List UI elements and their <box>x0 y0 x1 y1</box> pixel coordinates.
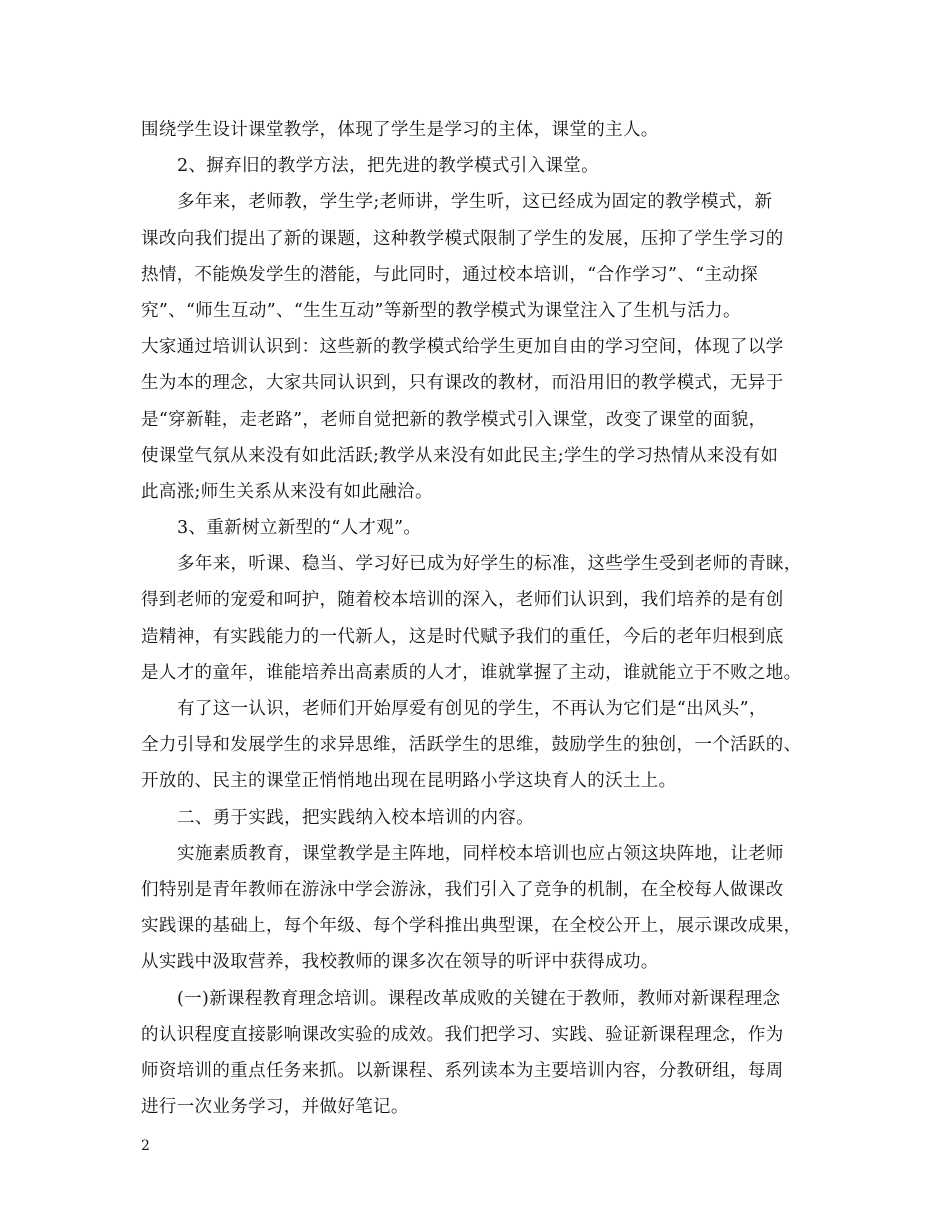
text-line: 得到老师的宠爱和呵护，随着校本培训的深入，老师们认识到，我们培养的是有创 <box>141 590 784 611</box>
text-line: 造精神，有实践能力的一代新人，这是时代赋予我们的重任，今后的老年归根到底 <box>141 626 784 647</box>
text-line: 此高涨;师生关系从来没有如此融洽。 <box>141 481 433 502</box>
text-line: 是“穿新鞋，走老路”，老师自觉把新的教学模式引入课堂，改变了课堂的面貌， <box>141 409 767 430</box>
text-line: 课改向我们提出了新的课题，这种教学模式限制了学生的发展，压抑了学生学习的 <box>141 228 784 249</box>
text-line: 实践课的基础上，每个年级、每个学科推出典型课，在全校公开上，展示课改成果， <box>141 916 802 937</box>
text-line: 使课堂气氛从来没有如此活跃;教学从来没有如此民主;学生的学习热情从来没有如 <box>141 445 779 466</box>
page-number: 2 <box>141 1138 150 1154</box>
text-line: 的认识程度直接影响课改实验的成效。我们把学习、实践、验证新课程理念，作为 <box>141 1024 784 1045</box>
text-line: 从实践中汲取营养，我校教师的课多次在领导的听评中获得成功。 <box>141 952 659 973</box>
text-line: 围绕学生设计课堂教学，体现了学生是学习的主体，课堂的主人。 <box>141 120 659 140</box>
text-line: 们特别是青年教师在游泳中学会游泳，我们引入了竞争的机制，在全校每人做课改 <box>141 879 784 900</box>
text-line: 热情，不能焕发学生的潜能，与此同时，通过校本培训，“合作学习”、“主动探 <box>141 264 758 285</box>
text-line: 生为本的理念，大家共同认识到，只有课改的教材，而沿用旧的教学模式，无异于 <box>141 373 784 394</box>
text-line: 师资培训的重点任务来抓。以新课程、系列读本为主要培训内容，分教研组，每周 <box>141 1060 784 1081</box>
text-line: 有了这一认识，老师们开始厚爱有创见的学生，不再认为它们是“出风头”， <box>177 699 767 719</box>
text-line: 多年来，听课、稳当、学习好已成为好学生的标准，这些学生受到老师的青睐， <box>177 554 802 575</box>
text-line: 3、重新树立新型的“人才观”。 <box>177 518 422 539</box>
text-line: 2、摒弃旧的教学方法，把先进的教学模式引入课堂。 <box>177 156 600 177</box>
text-line: 进行一次业务学习，并做好笔记。 <box>141 1097 409 1118</box>
text-line: 二、勇于实践，把实践纳入校本培训的内容。 <box>177 807 534 828</box>
text-line: 多年来，老师教，学生学;老师讲，学生听，这已经成为固定的教学模式，新 <box>177 192 773 213</box>
text-line: 大家通过培训认识到：这些新的教学模式给学生更加自由的学习空间，体现了以学 <box>141 337 784 358</box>
text-line: 开放的、民主的课堂正悄悄地出现在昆明路小学这块育人的沃土上。 <box>141 771 677 792</box>
document-body <box>141 112 821 1125</box>
text-line: 究”、“师生互动”、“生生互动”等新型的教学模式为课堂注入了生机与活力。 <box>141 300 741 321</box>
text-line: 全力引导和发展学生的求异思维，活跃学生的思维，鼓励学生的独创，一个活跃的、 <box>141 735 802 756</box>
text-line: (一)新课程教育理念培训。课程改革成败的关键在于教师，教师对新课程理念 <box>177 988 781 1009</box>
text-line: 实施素质教育，课堂教学是主阵地，同样校本培训也应占领这块阵地，让老师 <box>177 843 784 864</box>
text-line: 是人才的童年，谁能培养出高素质的人才，谁就掌握了主动，谁就能立于不败之地。 <box>141 662 802 683</box>
